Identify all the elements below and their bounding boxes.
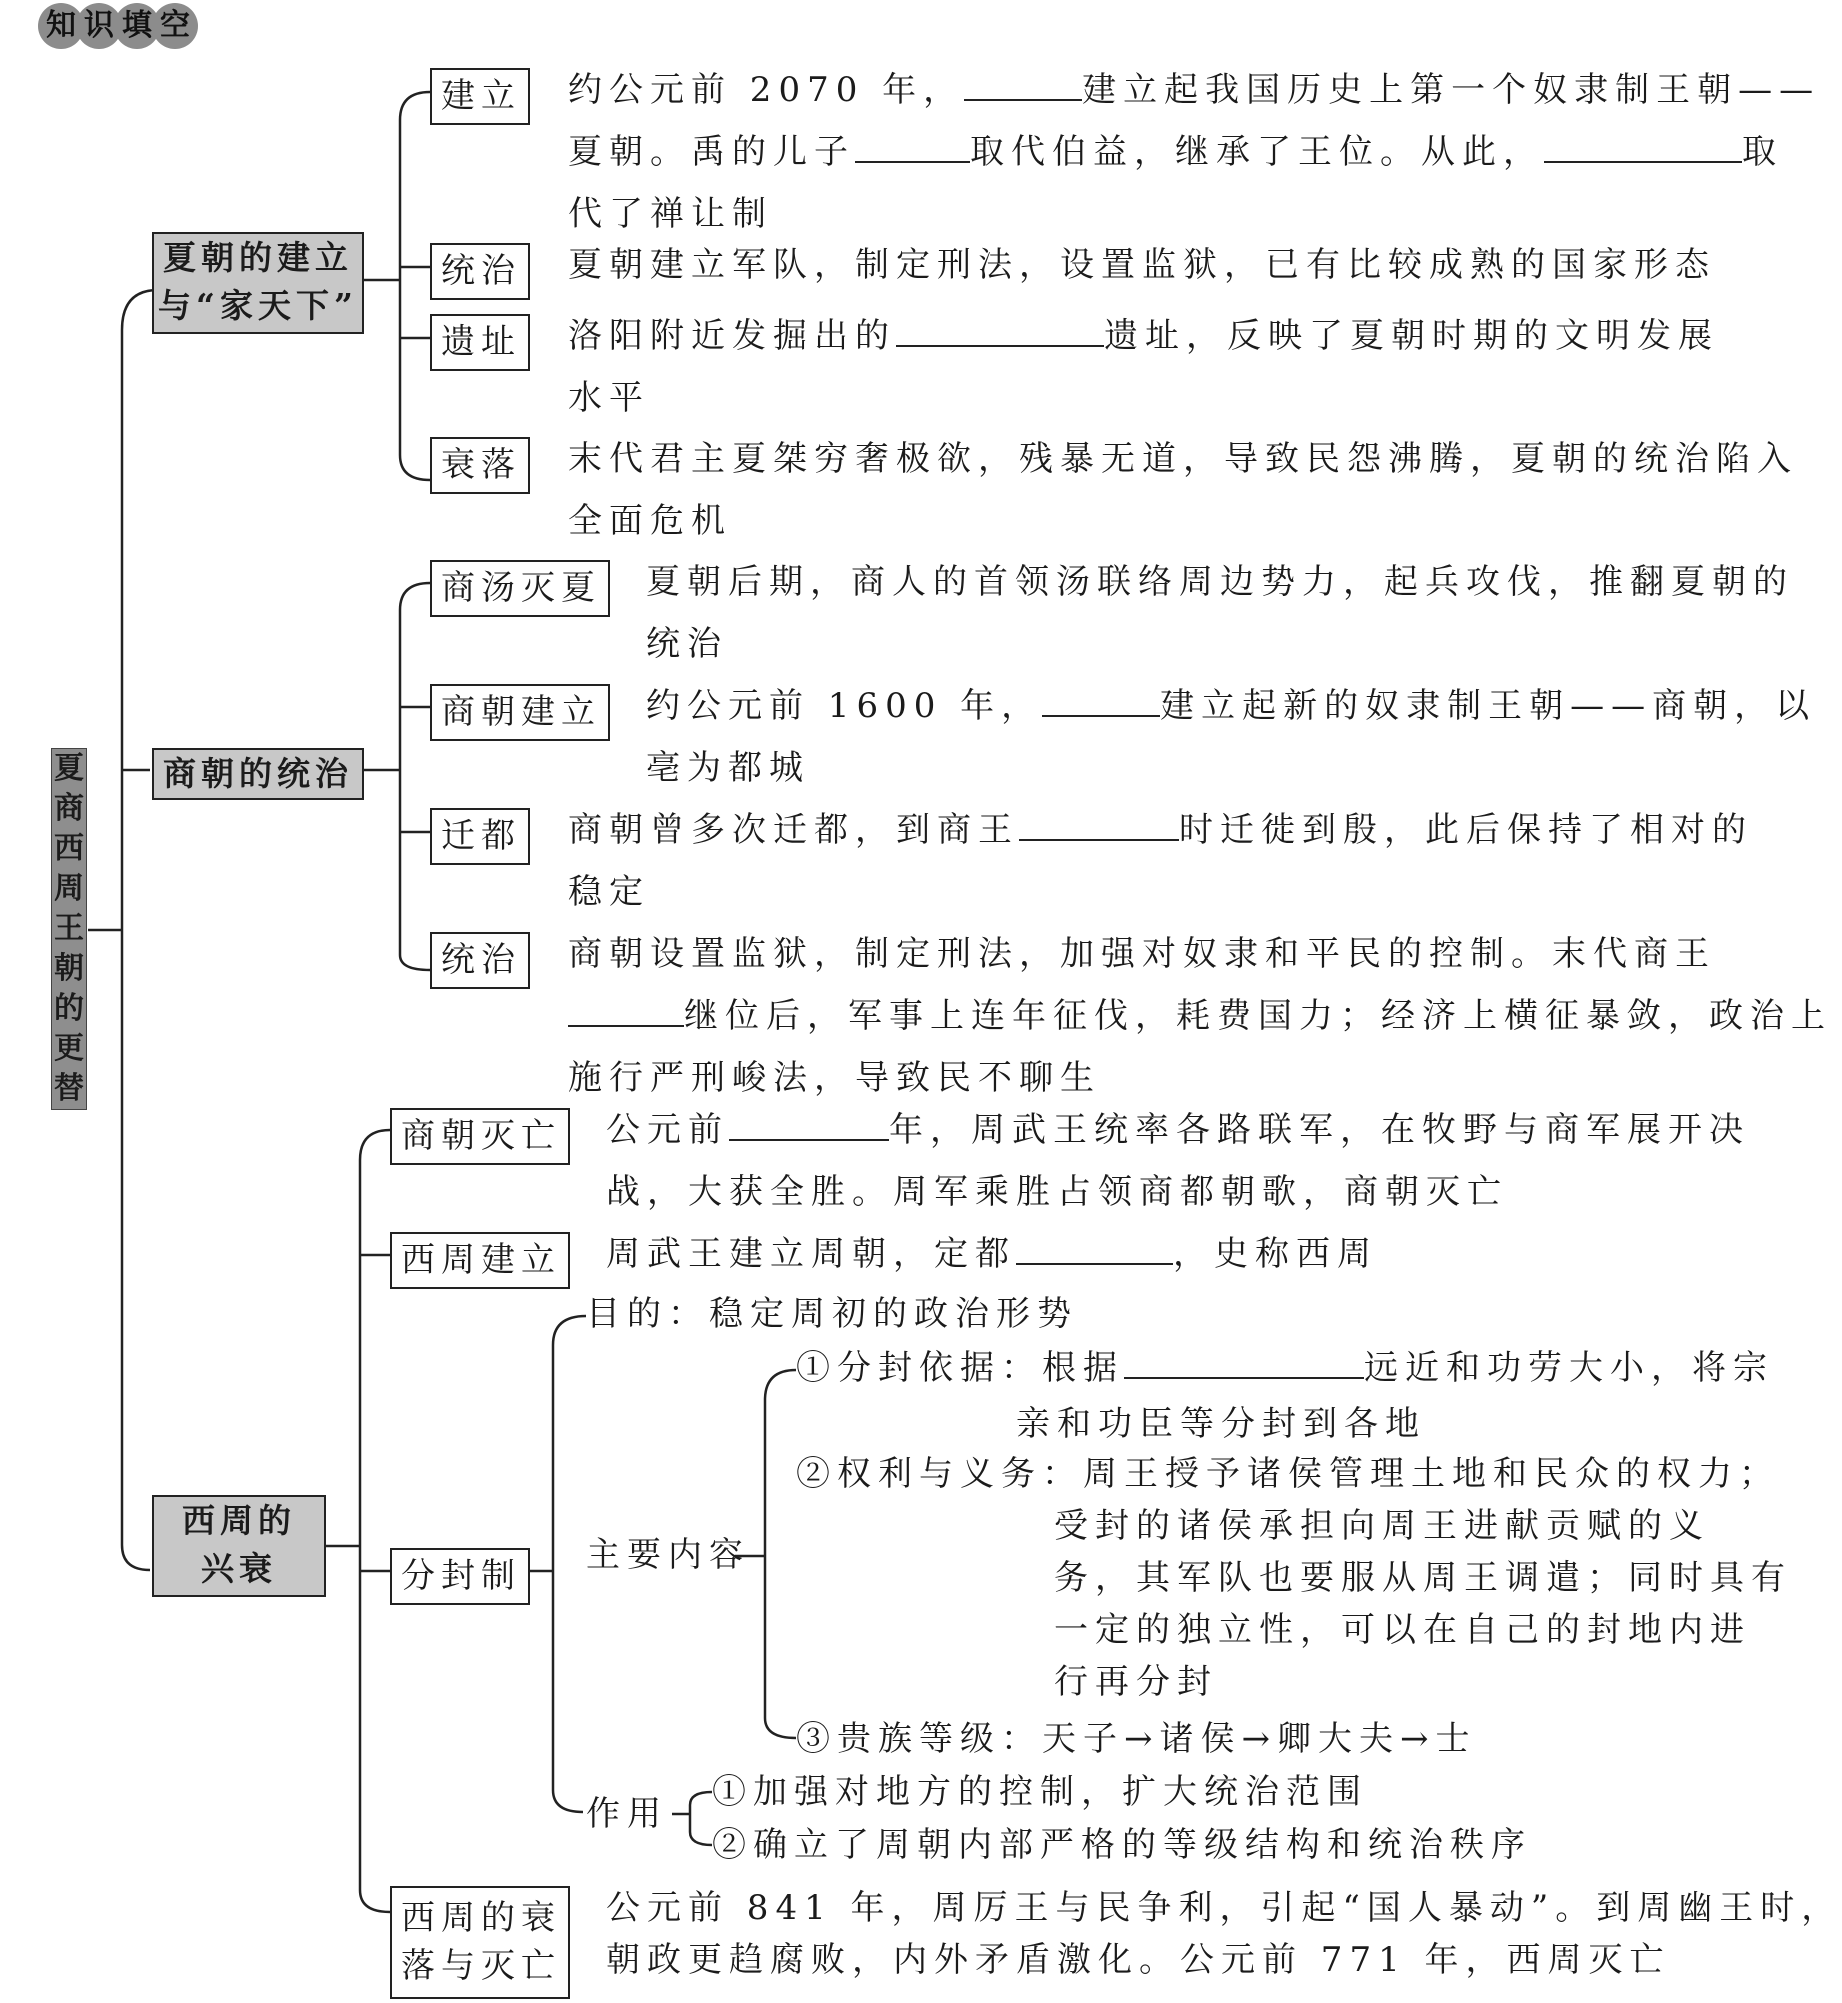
zhou-title-line1: 西周的: [182, 1501, 296, 1540]
text-segment: 公元前: [606, 1110, 729, 1150]
shang-title-box: [152, 748, 364, 800]
text-segment: 继位后，军事上连年征伐，耗费国力；经济上横征暴敛，政治上: [684, 996, 1832, 1036]
xia-rule-text: 夏朝建立军队，制定刑法，设置监狱，已有比较成熟的国家形态: [568, 245, 1716, 285]
root-char: 更: [54, 1031, 84, 1066]
fill-blank[interactable]: [1042, 685, 1160, 717]
fill-blank[interactable]: [1016, 1233, 1173, 1265]
text-line: 公元前 841 年，周厉王与民争利，引起“国人暴动”。到周幽王时，: [606, 1888, 1842, 1928]
text-line: 末代君主夏桀穷奢极欲，残暴无道，导致民怨沸腾，夏朝的统治陷入: [568, 439, 1798, 479]
badge-char: 空: [152, 3, 198, 49]
fengjian-rights: [796, 1448, 1792, 1708]
text-segment: 周武王建立周朝，定都: [606, 1234, 1016, 1274]
xia-title-box: [152, 232, 364, 334]
root-char: 西: [54, 831, 84, 866]
shang-establish-text: [646, 675, 1816, 799]
xia-establish-text: [568, 59, 1820, 245]
fill-blank[interactable]: [1544, 131, 1742, 163]
badge-char: 知: [38, 3, 84, 49]
circled-number: ②: [796, 1454, 837, 1494]
text-segment: 洛阳附近发掘出的: [568, 316, 896, 356]
zhou-title-box: [152, 1495, 326, 1597]
circled-number: ①: [712, 1772, 753, 1812]
badge-char: 识: [76, 3, 122, 49]
text-segment: 时迁徙到殷，此后保持了相对的: [1179, 810, 1753, 850]
zhou-build-text: [606, 1223, 1378, 1285]
zhou-fall-text: [606, 1099, 1750, 1223]
text-line: 亲和功臣等分封到各地: [1016, 1404, 1426, 1444]
shang-tang-text: [646, 551, 1794, 675]
text-segment: 取代伯益，继承了王位。从此，: [970, 132, 1544, 172]
text-line: 全面危机: [568, 501, 732, 541]
fill-blank[interactable]: [568, 995, 684, 1027]
text-segment: 贵族等级：天子→诸侯→卿大夫→士: [837, 1719, 1477, 1759]
root-char: 朝: [54, 951, 84, 986]
label-line: 落与灭亡: [401, 1946, 561, 1986]
text-line: 水平: [568, 378, 650, 418]
text-line: 施行严刑峻法，导致民不聊生: [568, 1058, 1101, 1098]
text-line: 务，其军队也要服从周王调遣；同时具有: [1054, 1558, 1792, 1598]
fill-blank[interactable]: [896, 315, 1104, 347]
shang-tang-label: 商汤灭夏: [430, 560, 610, 617]
fill-blank[interactable]: [855, 131, 970, 163]
text-line: 一定的独立性，可以在自己的封地内进: [1054, 1610, 1751, 1650]
text-segment: 远近和功劳大小，将宗: [1364, 1348, 1774, 1388]
root-title: [51, 748, 87, 1110]
text-segment: 建立起新的奴隶制王朝——商朝，以: [1160, 686, 1817, 726]
text-segment: 加强对地方的控制，扩大统治范围: [753, 1772, 1368, 1812]
text-segment: 夏朝。禹的儿子: [568, 132, 855, 172]
root-char: 王: [54, 911, 84, 946]
xia-decline-text: [568, 428, 1798, 552]
fengjian-purpose: 目的：稳定周初的政治形势: [586, 1294, 1078, 1334]
fill-blank[interactable]: [1019, 809, 1179, 841]
root-char: 周: [54, 871, 84, 906]
text-segment: 约公元前 1600 年，: [646, 686, 1043, 726]
zhou-decline-text: [606, 1882, 1842, 1986]
fill-blank[interactable]: [729, 1109, 889, 1141]
fill-blank[interactable]: [1124, 1347, 1364, 1379]
text-segment: 建立起我国历史上第一个奴隶制王朝——: [1082, 70, 1821, 110]
shang-title: 商朝的统治: [163, 754, 353, 793]
text-line: 受封的诸侯承担向周王进献贡赋的义: [1054, 1506, 1710, 1546]
text-line: 稳定: [568, 872, 650, 912]
xia-establish-label: 建立: [430, 68, 530, 125]
circled-number: ③: [796, 1719, 837, 1759]
fengjian-rank: [796, 1711, 1476, 1767]
text-segment: 年，周武王统率各路联军，在牧野与商军展开决: [889, 1110, 1750, 1150]
xia-title-line2: 与“家天下”: [158, 286, 358, 325]
root-char: 商: [54, 791, 84, 826]
fengjian-main-label: 主要内容: [586, 1535, 750, 1575]
text-line: 行再分封: [1054, 1662, 1218, 1702]
fengjian-effect-1: [712, 1764, 1368, 1820]
shang-rule-label: 统治: [430, 932, 530, 989]
text-segment: 商朝曾多次迁都，到商王: [568, 810, 1019, 850]
fill-blank[interactable]: [964, 69, 1082, 101]
root-char: 的: [54, 991, 84, 1026]
xia-site-text: [568, 305, 1719, 429]
root-char: 夏: [54, 751, 84, 786]
text-line: 战，大获全胜。周军乘胜占领商都朝歌，商朝灭亡: [606, 1172, 1508, 1212]
shang-capital-text: [568, 799, 1753, 923]
text-line: 朝政更趋腐败，内外矛盾激化。公元前 771 年，西周灭亡: [606, 1940, 1671, 1980]
circled-number: ②: [712, 1825, 753, 1865]
text-segment: 约公元前 2070 年，: [568, 70, 965, 110]
xia-title-line1: 夏朝的建立: [163, 238, 353, 277]
text-segment: 取: [1742, 132, 1783, 172]
zhou-decline-label: [390, 1886, 570, 1999]
section-badge: [38, 3, 190, 49]
label-line: 西周的衰: [401, 1898, 561, 1938]
badge-char: 填: [114, 3, 160, 49]
fengjian-effect-label: 作用: [586, 1794, 668, 1834]
xia-site-label: 遗址: [430, 314, 530, 371]
text-line: 商朝设置监狱，制定刑法，加强对奴隶和平民的控制。末代商王: [568, 934, 1716, 974]
root-char: 替: [54, 1071, 84, 1106]
text-segment: 分封依据：根据: [837, 1348, 1124, 1388]
text-segment: ，史称西周: [1173, 1234, 1378, 1274]
text-line: 统治: [646, 624, 728, 664]
shang-capital-label: 迁都: [430, 808, 530, 865]
zhou-build-label: 西周建立: [390, 1232, 570, 1289]
text-segment: 遗址，反映了夏朝时期的文明发展: [1104, 316, 1719, 356]
xia-decline-label: 衰落: [430, 437, 530, 494]
fengjian-effect-2: [712, 1817, 1532, 1873]
text-segment: 确立了周朝内部严格的等级结构和统治秩序: [753, 1825, 1532, 1865]
text-line: 亳为都城: [646, 748, 810, 788]
circled-number: ①: [796, 1348, 837, 1388]
text-line: 代了禅让制: [568, 194, 773, 234]
text-line: 夏朝后期，商人的首领汤联络周边势力，起兵攻伐，推翻夏朝的: [646, 562, 1794, 602]
shang-establish-label: 商朝建立: [430, 684, 610, 741]
shang-rule-text: [568, 923, 1832, 1109]
fengjian-basis: [796, 1340, 1774, 1452]
zhou-title-line2: 兴衰: [201, 1549, 277, 1588]
zhou-fall-label: 商朝灭亡: [390, 1108, 570, 1165]
text-segment: 权利与义务：周王授予诸侯管理土地和民众的权力；: [837, 1454, 1780, 1494]
fengjian-label: 分封制: [390, 1548, 530, 1605]
xia-rule-label: 统治: [430, 243, 530, 300]
